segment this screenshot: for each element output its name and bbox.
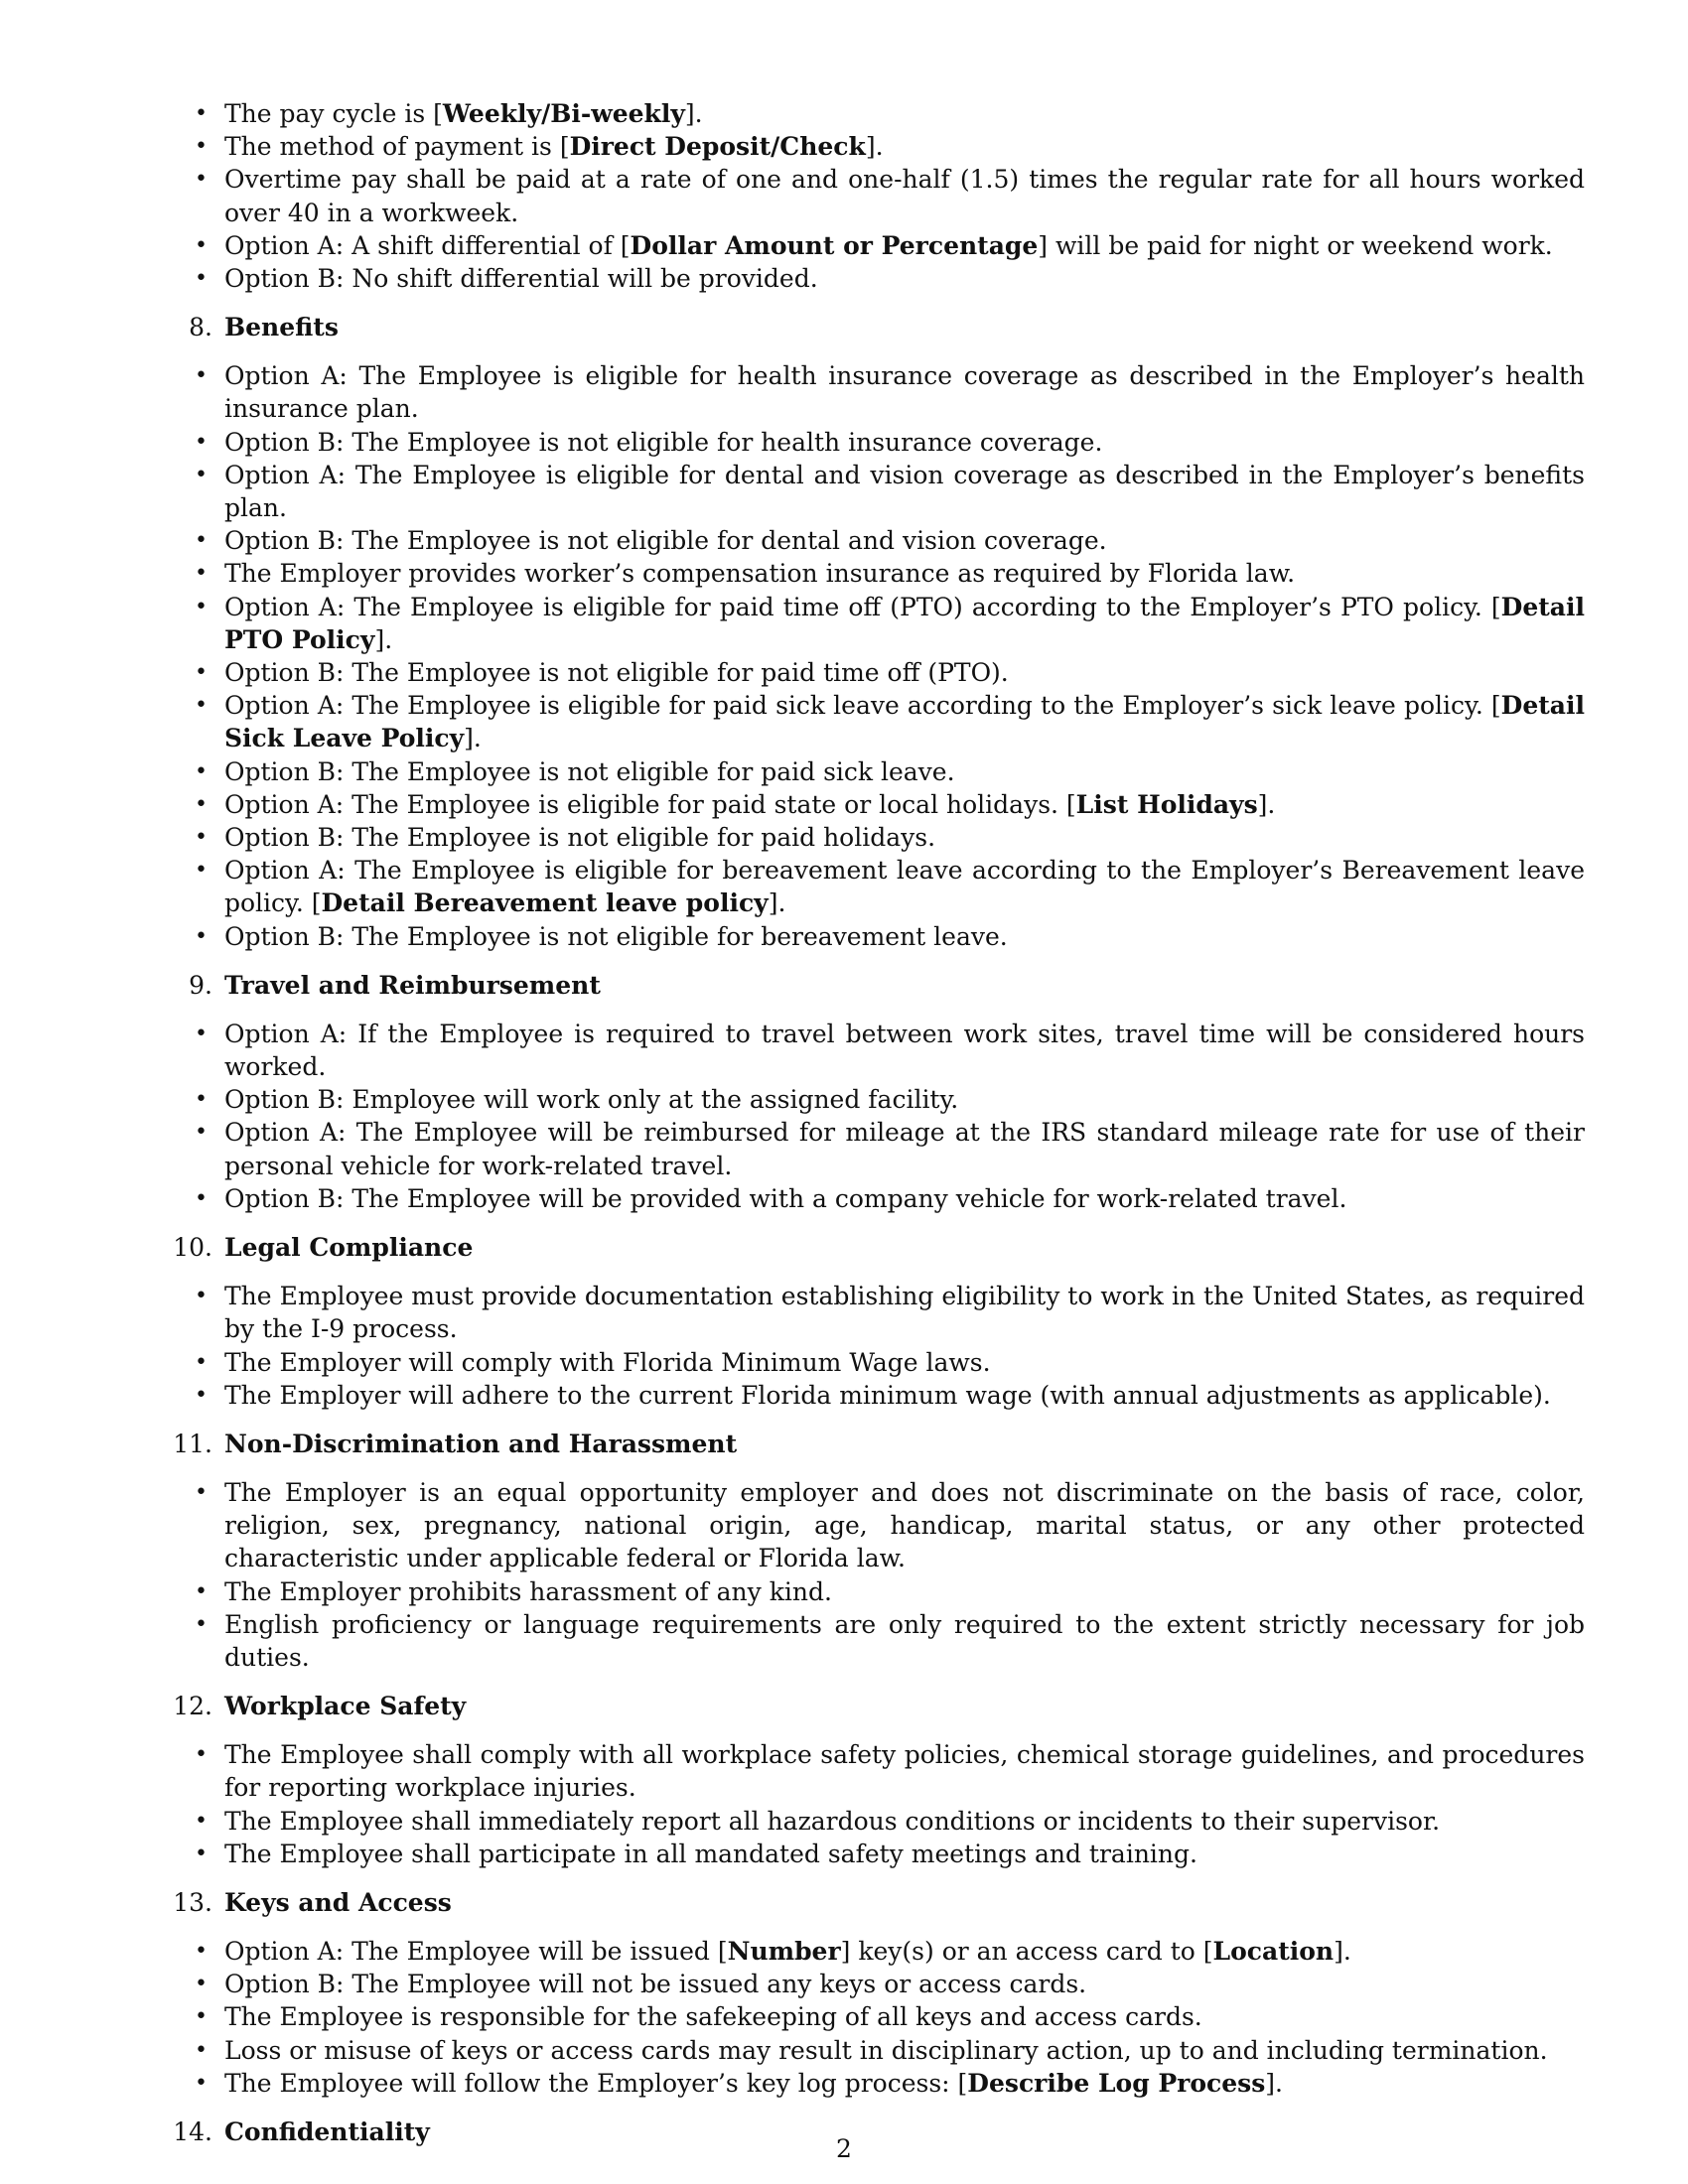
list-item [224, 1280, 1585, 1345]
section-heading [173, 1231, 1585, 1264]
section-title: Benefits [224, 313, 339, 342]
list-item [224, 1476, 1585, 1575]
item-text: Option A: The Employee is eligible for health insurance coverage as described in the Employer’s health insurance plan. [224, 361, 1585, 424]
section-number: 9. [189, 970, 212, 1000]
list-item [224, 557, 1585, 590]
item-text: The Employee is responsible for the safekeeping of all keys and access cards. [224, 2002, 1202, 2032]
placeholder-text: Weekly/Bi-weekly [442, 99, 685, 128]
section-number: 13. [173, 1887, 212, 1917]
item-text: The method of payment is [ [224, 132, 570, 162]
section-legal-compliance [173, 1231, 1585, 1412]
list-item [224, 1738, 1585, 1804]
list-item [224, 1083, 1585, 1116]
list-item [224, 656, 1585, 689]
item-text: Option A: The Employee will be issued [ [224, 1936, 728, 1966]
list-item [224, 130, 1585, 163]
item-text: Option A: The Employee is eligible for bereavement leave according to the Employer’s Bereavement leave policy. [ [224, 856, 1585, 918]
item-text: Option A: If the Employee is required to travel between work sites, travel time will be considered hours worked. [224, 1019, 1585, 1082]
section-non-discrimination-and-harassment [173, 1428, 1585, 1674]
list-item [224, 1935, 1585, 1968]
section-number: 12. [173, 1692, 212, 1721]
item-text: ]. [1334, 1936, 1351, 1966]
document-body [173, 97, 1585, 2164]
section-heading [189, 311, 1585, 343]
item-text: Option B: The Employee is not eligible for dental and vision coverage. [224, 526, 1107, 556]
section-title: Legal Compliance [224, 1233, 474, 1263]
item-text: ] key(s) or an access card to [ [840, 1936, 1213, 1966]
item-text: ]. [1257, 789, 1276, 819]
item-text: Overtime pay shall be paid at a rate of one and one-half (1.5) times the regular rate for all hours worked over 40 in a workweek. [224, 165, 1585, 227]
section-heading [173, 1690, 1585, 1722]
item-text: Option A: The Employee is eligible for dental and vision coverage as described in the Employer’s benefits plan. [224, 460, 1585, 523]
list-item [224, 1968, 1585, 2000]
placeholder-text: Number [727, 1936, 841, 1966]
item-text: Option B: The Employee is not eligible for paid time off (PTO). [224, 658, 1009, 688]
list-item [224, 1182, 1585, 1215]
list-item [224, 788, 1585, 821]
section-heading [173, 1886, 1585, 1919]
item-text: ]. [768, 888, 786, 918]
list-item [224, 2034, 1585, 2067]
section-title: Keys and Access [224, 1887, 452, 1917]
list-item [224, 426, 1585, 459]
sections-container [173, 311, 1585, 2148]
list-item [224, 1379, 1585, 1412]
item-text: ]. [865, 132, 884, 162]
item-text: Option A: The Employee is eligible for paid time off (PTO) according to the Employer’s PTO policy. [ [224, 592, 1501, 621]
list-item [224, 2067, 1585, 2100]
placeholder-text: Detail Sick Leave Policy [224, 691, 1585, 753]
item-text: The Employer will comply with Florida Minimum Wage laws. [224, 1347, 991, 1377]
section-bullet-list [224, 1280, 1585, 1412]
placeholder-text: List Holidays [1075, 789, 1258, 819]
placeholder-text: Detail PTO Policy [224, 592, 1585, 654]
placeholder-text: Dollar Amount or Percentage [630, 230, 1039, 260]
item-text: Option A: The Employee is eligible for paid sick leave according to the Employer’s sick leave policy. [ [224, 691, 1501, 721]
item-text: The Employer is an equal opportunity employer and does not discriminate on the basis of race, color, religion, sex, pregnancy, national origin, age, handicap, marital status, or any other protected characteristic under applicable federal or Florida law. [224, 1477, 1585, 1573]
item-text: The Employee shall comply with all workplace safety policies, chemical storage guidelines, and procedures for reporting workplace injuries. [224, 1740, 1585, 1803]
list-item [224, 920, 1585, 953]
item-text: The Employee will follow the Employer’s key log process: [ [224, 2068, 968, 2098]
item-text: Option A: The Employee is eligible for paid state or local holidays. [ [224, 789, 1076, 819]
section-title: Non-Discrimination and Harassment [224, 1429, 738, 1458]
item-text: The Employer prohibits harassment of any kind. [224, 1576, 832, 1606]
section-bullet-list [224, 1476, 1585, 1674]
section-bullet-list [224, 1018, 1585, 1215]
section-benefits [189, 311, 1585, 953]
placeholder-text: Direct Deposit/Check [569, 132, 866, 162]
pay-terms-list [224, 97, 1585, 295]
item-text: The Employer provides worker’s compensation insurance as required by Florida law. [224, 559, 1296, 589]
list-item [224, 229, 1585, 262]
section-heading [189, 969, 1585, 1002]
item-text: Option A: A shift differential of [ [224, 230, 631, 260]
list-item [224, 591, 1585, 656]
item-text: ] will be paid for night or weekend work. [1038, 230, 1553, 260]
section-title: Confidentiality [224, 2116, 430, 2146]
list-item [224, 97, 1585, 130]
item-text: ]. [374, 624, 393, 654]
placeholder-text: Location [1212, 1936, 1335, 1966]
item-text: English proficiency or language requirements are only required to the extent strictly necessary for job duties. [224, 1609, 1585, 1672]
list-item [224, 1608, 1585, 1674]
item-text: The Employee must provide documentation establishing eligibility to work in the United States, as required by the I-9 process. [224, 1282, 1585, 1344]
item-text: Option B: The Employee will not be issued any keys or access cards. [224, 1970, 1087, 1999]
placeholder-text: Describe Log Process [967, 2068, 1266, 2098]
item-text: Option B: No shift differential will be provided. [224, 264, 818, 294]
page-number: 2 [836, 2134, 852, 2163]
section-bullet-list [224, 359, 1585, 953]
item-text: ]. [684, 99, 703, 128]
item-text: Option B: The Employee is not eligible for paid sick leave. [224, 756, 955, 786]
list-item [224, 1838, 1585, 1870]
section-bullet-list [224, 1935, 1585, 2100]
item-text: Option A: The Employee will be reimbursed for mileage at the IRS standard mileage rate for use of their personal vehicle for work-related travel. [224, 1118, 1585, 1180]
section-number: 11. [173, 1429, 212, 1458]
section-title: Travel and Reimbursement [224, 970, 601, 1000]
item-text: ]. [464, 724, 482, 753]
section-heading [173, 1428, 1585, 1460]
section-number: 14. [173, 2116, 212, 2146]
placeholder-text: Detail Bereavement leave policy [321, 888, 769, 918]
section-travel-and-reimbursement [189, 969, 1585, 1215]
list-item [224, 1805, 1585, 1838]
item-text: ]. [1265, 2068, 1283, 2098]
list-item [224, 262, 1585, 295]
list-item [224, 163, 1585, 228]
list-item [224, 821, 1585, 854]
section-workplace-safety [173, 1690, 1585, 1870]
list-item [224, 1018, 1585, 1083]
section-number: 8. [189, 313, 212, 342]
section-title: Workplace Safety [224, 1692, 467, 1721]
item-text: Option B: Employee will work only at the assigned facility. [224, 1085, 959, 1115]
item-text: Option B: The Employee will be provided with a company vehicle for work-related travel. [224, 1183, 1347, 1213]
section-keys-and-access [173, 1886, 1585, 2100]
item-text: Option B: The Employee is not eligible for bereavement leave. [224, 921, 1008, 951]
list-item [224, 1346, 1585, 1379]
item-text: The Employer will adhere to the current Florida minimum wage (with annual adjustments as applicable). [224, 1380, 1551, 1410]
item-text: Option B: The Employee is not eligible for health insurance coverage. [224, 427, 1103, 457]
list-item [224, 524, 1585, 557]
list-item [224, 689, 1585, 754]
item-text: Loss or misuse of keys or access cards may result in disciplinary action, up to and including termination. [224, 2035, 1548, 2065]
list-item [224, 1575, 1585, 1608]
list-item [224, 2000, 1585, 2033]
item-text: The Employee shall immediately report all hazardous conditions or incidents to their supervisor. [224, 1806, 1441, 1836]
list-item [224, 854, 1585, 919]
item-text: Option B: The Employee is not eligible for paid holidays. [224, 823, 936, 853]
section-bullet-list [224, 1738, 1585, 1870]
list-item [224, 359, 1585, 425]
item-text: The pay cycle is [ [224, 99, 443, 128]
list-item [224, 459, 1585, 524]
section-number: 10. [173, 1233, 212, 1263]
item-text: The Employee shall participate in all mandated safety meetings and training. [224, 1839, 1197, 1868]
list-item [224, 755, 1585, 788]
list-item [224, 1116, 1585, 1181]
